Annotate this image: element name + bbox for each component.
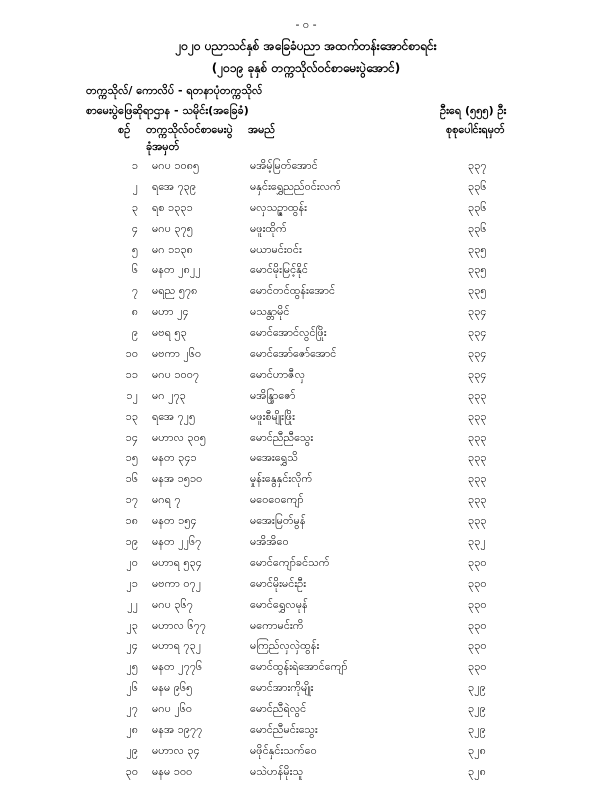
table-row: [0, 198, 612, 219]
student-name: မောင်မိုးမြင့်နိုင်: [250, 263, 308, 277]
row-number: ၂၅: [126, 660, 138, 674]
roll-number: မဟာရ ၇၃၂: [152, 639, 202, 653]
table-row: [0, 177, 612, 198]
roll-number: မဟာလ ၃၀၅: [152, 430, 206, 444]
roll-number: ရစ ၁၃၃၁: [152, 200, 193, 214]
student-name: မဖူးထိုက်: [250, 221, 287, 235]
total-score: ၃၃၆: [468, 221, 487, 235]
total-score: ၃၃၃: [468, 514, 487, 528]
roll-number: မဂရ ၇: [152, 493, 181, 507]
row-number: ၂၁: [126, 576, 138, 590]
roll-number: မနတ ၂၇၇၆: [152, 660, 203, 674]
total-score: ၃၃၃: [468, 388, 487, 402]
row-number: ၂၉: [126, 743, 138, 757]
row-number: ၁၃: [125, 409, 138, 423]
total-score: ၃၃၀: [468, 639, 487, 653]
table-row: [0, 741, 612, 762]
column-header-roll: တက္ကသိုလ်ဝင်စာမေးပွဲ: [146, 123, 233, 136]
total-score: ၃၃၀: [468, 555, 487, 569]
student-name: မဖိုင်နှင်းသက်ဝေ: [250, 743, 317, 757]
total-score: ၃၃၄: [468, 347, 487, 361]
table-row: [0, 448, 612, 469]
column-header-roll-line2: ခုံအမှတ်: [146, 140, 180, 153]
table-row: [0, 720, 612, 741]
total-score: ၃၃၃: [468, 430, 487, 444]
table-row: [0, 407, 612, 428]
table-row: [0, 219, 612, 240]
row-number: ၁၁: [125, 367, 138, 381]
student-name: မောင်ဟာဇီလှ: [250, 367, 306, 381]
student-name: မောင်ရွှေလမုန်: [250, 597, 308, 611]
row-number: ၂၀: [126, 555, 138, 569]
roll-number: မနအ ၁၅၁၀: [152, 472, 203, 486]
student-name: မကြည်လှလှဲထွန်း: [250, 639, 320, 653]
total-score: ၃၃၃: [468, 451, 487, 465]
table-row: [0, 532, 612, 553]
student-name: မအေးရွှေသိ: [250, 451, 298, 465]
table-row: [0, 553, 612, 574]
row-number: ၂၈: [126, 723, 138, 737]
total-score: ၃၂၉: [468, 681, 486, 695]
total-score: ၃၃၆: [468, 179, 487, 193]
student-name: မောင်မိုးမင်းဦး: [250, 576, 307, 590]
roll-number: မဂပ ၁၀၈၅: [152, 159, 200, 172]
total-score: ၃၃၅: [468, 263, 487, 277]
total-score: ၃၃၀: [468, 618, 487, 632]
table-row: [0, 469, 612, 490]
column-header-no: စဉ်: [118, 123, 131, 136]
total-score: ၃၃၄: [468, 305, 487, 319]
student-name: မဝေဝေကျော်: [250, 493, 304, 507]
row-number: ၂၆: [126, 681, 138, 695]
student-name: မောင်ညီရဲလွင်: [250, 702, 307, 716]
student-name: မဖူးစီမျိုးဖြိုး: [250, 409, 295, 423]
student-name: မောင်အားကိုမျိုး: [250, 681, 314, 695]
student-name: မအိန္ဒြာဇော်: [250, 388, 296, 402]
row-number: ၁၂: [126, 388, 138, 402]
table-row: [0, 657, 612, 678]
roll-number: မဟာရ ၅၃၄: [152, 555, 202, 569]
student-name: မကောမင်းကိ: [250, 618, 304, 632]
table-row: [0, 699, 612, 720]
student-name: မောင်တင်ထွန်းအောင်: [250, 284, 336, 298]
total-score: ၃၃၃: [468, 409, 487, 423]
table-row: [0, 302, 612, 323]
row-number: ၁၇: [125, 493, 138, 507]
page-number: - ၀ -: [295, 18, 317, 31]
roll-number: မဂပ ၃၆၇: [152, 597, 193, 611]
row-number: ၁: [131, 159, 138, 172]
roll-number: မဂပ ၁၀၀၇: [152, 367, 200, 381]
column-header-total: စုစုပေါင်းရမှတ်: [446, 123, 505, 136]
roll-number: မနအ ၁၉၇၇: [152, 723, 203, 737]
student-name: မအေးမြတ်မွန်: [250, 514, 306, 528]
table-row: [0, 240, 612, 261]
row-number: ၂၇: [126, 702, 138, 716]
row-number: ၂၃: [126, 618, 138, 632]
table-row: [0, 762, 612, 783]
total-score: ၃၃၀: [468, 660, 487, 674]
student-name: မနှင်းရွှေညည်ဝင်းလက်: [250, 179, 341, 193]
row-number: ၁၄: [125, 430, 138, 444]
row-number: ၆: [131, 263, 138, 277]
student-name: မသဲဟန်မိုးသူ: [250, 764, 304, 778]
total-score: ၃၃၆: [468, 200, 487, 214]
roll-number: မနတ ၂၈၂၂: [152, 263, 201, 277]
student-name: မှုန်းနွေနှင်းလိုက်: [250, 472, 313, 486]
total-score: ၃၂၈: [468, 764, 486, 778]
total-score: ၃၃၃: [468, 493, 487, 507]
table-row: [0, 281, 612, 302]
table-row: [0, 678, 612, 699]
table-row: [0, 574, 612, 595]
row-number: ၂၄: [126, 639, 138, 653]
table-row: [0, 344, 612, 365]
total-score: ၃၃၄: [468, 367, 487, 381]
total-score: ၃၂၉: [468, 723, 486, 737]
document-subtitle: (၂၀၁၉ ခုနှစ် တက္ကသိုလ်ဝင်စာမေးပွဲအောင်): [211, 61, 401, 75]
row-number: ၂၂: [127, 597, 138, 611]
row-number: ၉: [131, 326, 138, 340]
student-name: မသန္တာမိုင်: [250, 305, 290, 319]
row-number: ၁၅: [125, 451, 138, 465]
table-row: [0, 323, 612, 344]
row-number: ၇: [131, 284, 138, 298]
results-table: [0, 156, 612, 783]
total-score: ၃၃၄: [468, 326, 487, 340]
roll-number: မနမ ၁၀၀: [152, 764, 193, 778]
student-name: မောင်ထွန်းရဲအောင်ကျော်: [250, 660, 348, 674]
row-number: ၁၆: [125, 472, 138, 486]
row-number: ၁၀: [125, 347, 138, 361]
row-number: ၅: [131, 242, 138, 256]
university-line: တက္ကသိုလ်/ ကောလိပ် - ရတနာပုံတက္ကသိုလ်: [86, 84, 263, 97]
roll-number: မရည ၅၇၈: [152, 284, 198, 298]
roll-number: မဂပ ၂၆၀: [152, 702, 193, 716]
table-row: [0, 365, 612, 386]
row-number: ၃: [131, 200, 138, 214]
total-score: ၃၃၀: [468, 576, 487, 590]
student-name: မောင်အော်ဇော်အောင်: [250, 347, 337, 361]
column-header-name: အမည်: [248, 123, 276, 136]
roll-number: ရအေ ၇၂၅: [152, 409, 196, 423]
table-row: [0, 511, 612, 532]
roll-number: မနမ ၉၆၅: [152, 681, 193, 695]
roll-number: မဟာလ ၃၄: [152, 743, 200, 757]
student-name: မအိမ့်မြတ်အောင်: [250, 159, 318, 172]
roll-number: မဗကာ ၀၇၂: [152, 576, 202, 590]
roll-number: မဗရ ၅၃: [152, 326, 187, 340]
table-row: [0, 260, 612, 281]
table-row: [0, 428, 612, 449]
row-number: ၄: [131, 221, 138, 235]
document-title: ၂၀၂၀ ပညာသင်နှစ် အခြေခံပညာ အထက်တန်းအောင်စာရင်း: [175, 39, 437, 53]
roll-number: မဂပ ၃၇၅: [152, 221, 193, 235]
row-number: ၁၉: [125, 535, 138, 549]
total-count-header: ဦးရေ (၅၅၅) ဦး: [440, 104, 507, 117]
row-number: ၁၈: [125, 514, 138, 528]
row-number: ၈: [131, 305, 138, 319]
student-name: မောင်ညီမင်းသွေး: [250, 723, 318, 737]
student-name: မောင်အောင်လွင်ဖြိုး: [250, 326, 327, 340]
table-row: [0, 636, 612, 657]
roll-number: မဟာ ၂၄: [152, 305, 189, 319]
total-score: ၃၂၉: [468, 702, 486, 716]
exam-center-line: စာမေးပွဲဖြေဆိုရာဌာန - သမိုင်း(အခြေခံ): [86, 104, 249, 117]
roll-number: မနတ ၁၅၄: [152, 514, 197, 528]
total-score: ၃၃၅: [468, 284, 487, 298]
total-score: ၃၃၂: [468, 535, 486, 549]
roll-number: မနတ ၂၂၆၇: [152, 535, 202, 549]
student-name: မောင်ညီညီသွေး: [250, 430, 314, 444]
student-name: မယာမင်းဝင်း: [250, 242, 302, 256]
roll-number: ရအေ ၇၃၉: [152, 179, 197, 193]
total-score: ၃၃၀: [468, 597, 487, 611]
roll-number: မနတ ၃၄၁: [152, 451, 197, 465]
roll-number: မဗကာ ၂၆၀: [152, 347, 202, 361]
roll-number: မဟာလ ၆၇၇: [152, 618, 206, 632]
table-row: [0, 156, 612, 177]
roll-number: မဂ ၁၁၃၈: [152, 242, 193, 256]
total-score: ၃၃၇: [468, 159, 487, 172]
row-number: ၃၀: [125, 764, 138, 778]
student-name: မလှသဥ္ဇာထွန်း: [250, 200, 307, 214]
total-score: ၃၃၅: [468, 242, 487, 256]
row-number: ၂: [132, 179, 138, 193]
table-row: [0, 386, 612, 407]
student-name: မောင်ကျော်ခင်သက်: [250, 555, 330, 569]
table-row: [0, 490, 612, 511]
table-row: [0, 616, 612, 637]
student-name: မအိအိဝေ: [250, 535, 289, 549]
total-score: ၃၂၈: [468, 743, 486, 757]
roll-number: မဂ ၂၇၃: [152, 388, 186, 402]
table-row: [0, 595, 612, 616]
total-score: ၃၃၃: [468, 472, 487, 486]
